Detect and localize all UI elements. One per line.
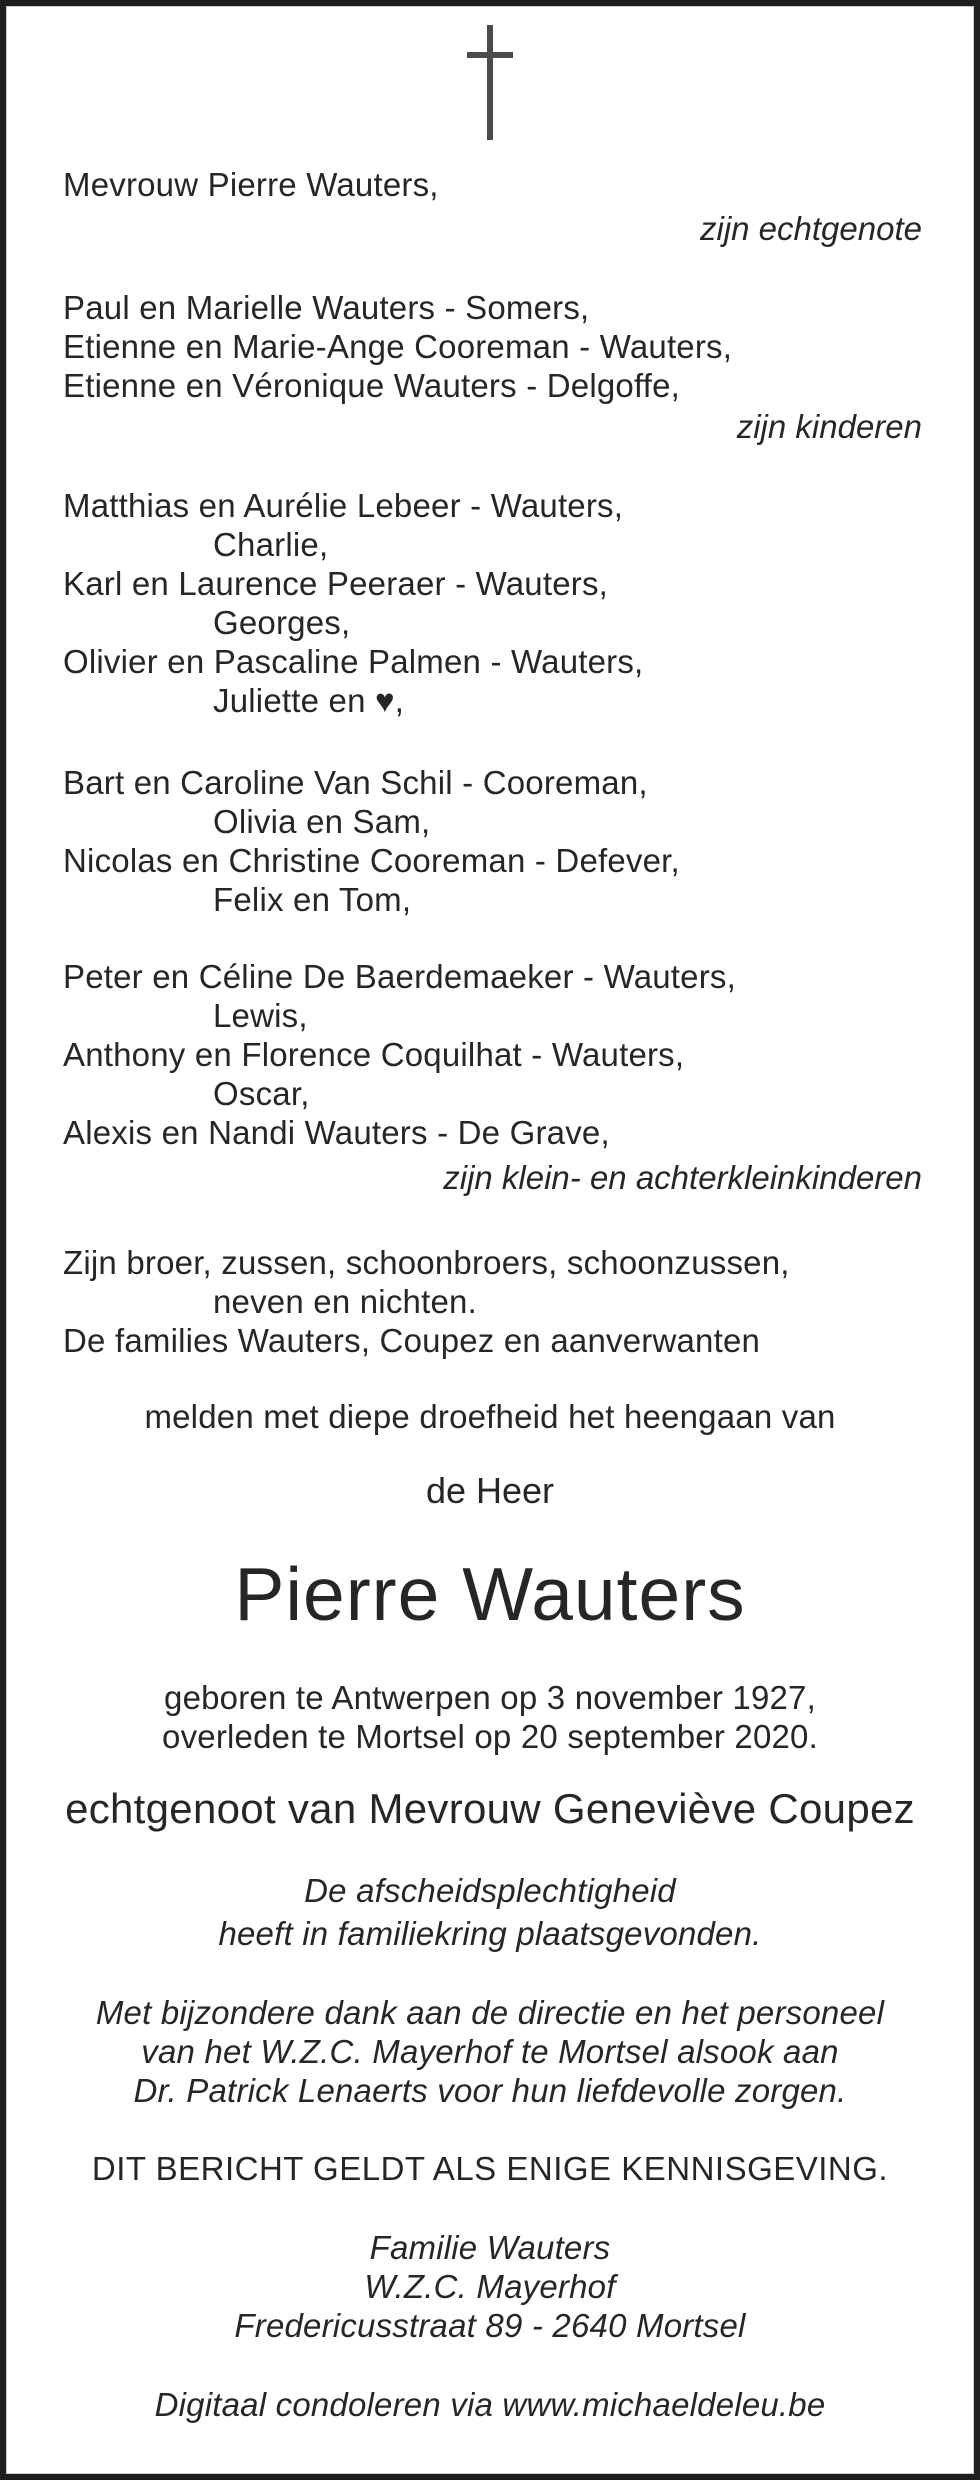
grandchild-line: Georges, xyxy=(213,604,351,641)
family-line: Olivier en Pascaline Palmen - Wauters, xyxy=(63,643,644,680)
cross-vertical-bar xyxy=(487,25,493,140)
ceremony-block xyxy=(0,1869,980,1955)
family-line: Etienne en Véronique Wauters - Delgoffe, xyxy=(63,367,681,404)
family-line: Bart en Caroline Van Schil - Cooreman, xyxy=(63,764,648,801)
grandchild-line: Lewis, xyxy=(213,997,308,1034)
honorific-title: de Heer xyxy=(425,1470,555,1511)
latin-cross-icon xyxy=(0,0,980,150)
grandchildren-block-2 xyxy=(63,763,680,919)
birth-line: geboren te Antwerpen op 3 november 1927, xyxy=(164,1679,816,1716)
family-line: Karl en Laurence Peeraer - Wauters, xyxy=(63,565,609,602)
thanks-line: van het W.Z.C. Mayerhof te Mortsel alsook aan xyxy=(141,2033,839,2070)
family-line: Paul en Marielle Wauters - Somers, xyxy=(63,289,590,326)
spouse-name-line: Mevrouw Pierre Wauters, xyxy=(63,166,439,203)
grandchildren-relation-label: zijn klein- en achterkleinkinderen xyxy=(443,1159,922,1196)
relatives-line: Zijn broer, zussen, schoonbroers, schoonzussen, xyxy=(63,1244,790,1281)
announcement-intro: melden met diepe droefheid het heengaan van xyxy=(144,1398,836,1435)
address-block xyxy=(0,2228,980,2345)
grandchildren-block-1 xyxy=(63,486,643,720)
grandchildren-block-3 xyxy=(63,957,736,1152)
family-line: Matthias en Aurélie Lebeer - Wauters, xyxy=(63,487,624,524)
grandchild-line: Olivia en Sam, xyxy=(213,803,431,840)
spouse-relation-label: zijn echtgenote xyxy=(700,210,922,247)
family-line: Anthony en Florence Coquilhat - Wauters, xyxy=(63,1036,685,1073)
ceremony-line: heeft in familiekring plaatsgevonden. xyxy=(218,1915,762,1952)
children-name-block xyxy=(63,288,732,405)
address-line: Fredericusstraat 89 - 2640 Mortsel xyxy=(234,2307,746,2344)
deceased-name: Pierre Wauters xyxy=(234,1552,746,1636)
family-line: Peter en Céline De Baerdemaeker - Wauters, xyxy=(63,958,736,995)
life-dates-block xyxy=(0,1678,980,1756)
death-line: overleden te Mortsel op 20 september 2020. xyxy=(162,1718,818,1755)
address-line: Familie Wauters xyxy=(369,2229,611,2266)
cross-horizontal-bar xyxy=(467,52,513,58)
family-line: Alexis en Nandi Wauters - De Grave, xyxy=(63,1114,610,1151)
grandchild-line: Charlie, xyxy=(213,526,329,563)
address-line: W.Z.C. Mayerhof xyxy=(364,2268,616,2305)
relatives-line: De families Wauters, Coupez en aanverwanten xyxy=(63,1322,761,1359)
digital-condolence-line: Digitaal condoleren via www.michaeldeleu.be xyxy=(154,2386,826,2423)
thanks-block xyxy=(0,1993,980,2110)
family-line: Nicolas en Christine Cooreman - Defever, xyxy=(63,842,680,879)
family-line: Etienne en Marie-Ange Cooreman - Wauters, xyxy=(63,328,733,365)
grandchild-line-with-heart-icon: Juliette en ♥, xyxy=(213,682,405,719)
children-relation-label: zijn kinderen xyxy=(736,408,922,445)
ceremony-line: De afscheidsplechtigheid xyxy=(304,1872,676,1909)
sole-notification-line: DIT BERICHT GELDT ALS ENIGE KENNISGEVING. xyxy=(91,2150,889,2187)
grandchild-line: Felix en Tom, xyxy=(213,881,412,918)
thanks-line: Met bijzondere dank aan de directie en het personeel xyxy=(95,1994,885,2031)
spouse-of-line: echtgenoot van Mevrouw Geneviève Coupez xyxy=(65,1785,915,1832)
relatives-line: neven en nichten. xyxy=(213,1283,477,1320)
thanks-line: Dr. Patrick Lenaerts voor hun liefdevolle zorgen. xyxy=(133,2072,847,2109)
relatives-block xyxy=(63,1243,790,1360)
grandchild-line: Oscar, xyxy=(213,1075,310,1112)
